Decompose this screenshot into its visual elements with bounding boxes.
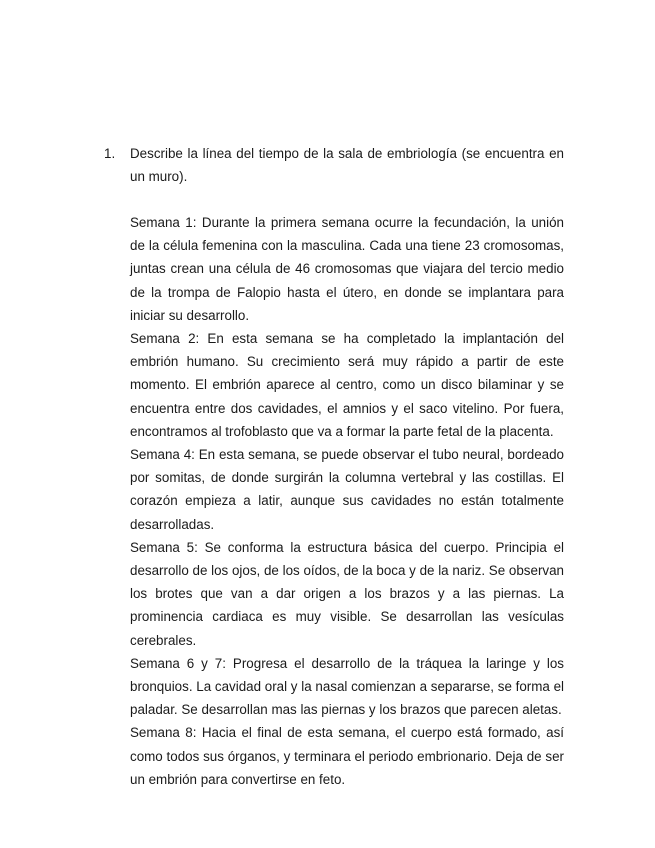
week-1-paragraph: Semana 1: Durante la primera semana ocurre la fecundación, la unión de la célula femenina con la masculina. Cada una tiene 23 cromosomas, juntas crean una célula de 46 cromosomas que viajara del tercio medio de la trompa de Falopio hasta el útero, en donde se implantara para iniciar su desarrollo. xyxy=(130,215,564,323)
week-6-7-paragraph: Semana 6 y 7: Progresa el desarrollo de la tráquea la laringe y los bronquios. La cavidad oral y la nasal comienzan a separarse, se forma el paladar. Se desarrollan mas las piernas y los brazos que parecen aletas. xyxy=(130,655,564,718)
weeks-answer xyxy=(130,211,564,791)
question-text: Describe la línea del tiempo de la sala de embriología (se encuentra en un muro). xyxy=(130,146,564,185)
week-5-paragraph: Semana 5: Se conforma la estructura básica del cuerpo. Principia el desarrollo de los ojos, de los oídos, de la boca y de la nariz. Se observan los brotes que van a dar origen a los brazos y a las piernas. La prominencia cardiaca es muy visible. Se desarrollan las vesículas cerebrales. xyxy=(130,539,564,648)
week-8-paragraph: Semana 8: Hacia el final de esta semana, el cuerpo está formado, así como todos sus órganos, y terminara el periodo embrionario. Deja de ser un embrión para convertirse en feto. xyxy=(130,725,564,787)
question-number: 1. xyxy=(104,146,116,161)
week-4-paragraph: Semana 4: En esta semana, se puede observar el tubo neural, bordeado por somitas, de donde surgirán la columna vertebral y las costillas. El corazón empieza a latir, aunque sus cavidades no están totalmente desarrolladas. xyxy=(130,447,564,532)
week-2-paragraph: Semana 2: En esta semana se ha completado la implantación del embrión humano. Su crecimiento será muy rápido a partir de este momento. El embrión aparece al centro, como un disco bilaminar y se encuentra entre dos cavidades, el amnios y el saco vitelino. Por fuera, encontramos al trofoblasto que va a formar la parte fetal de la placenta. xyxy=(130,331,564,439)
question-item xyxy=(104,142,564,188)
